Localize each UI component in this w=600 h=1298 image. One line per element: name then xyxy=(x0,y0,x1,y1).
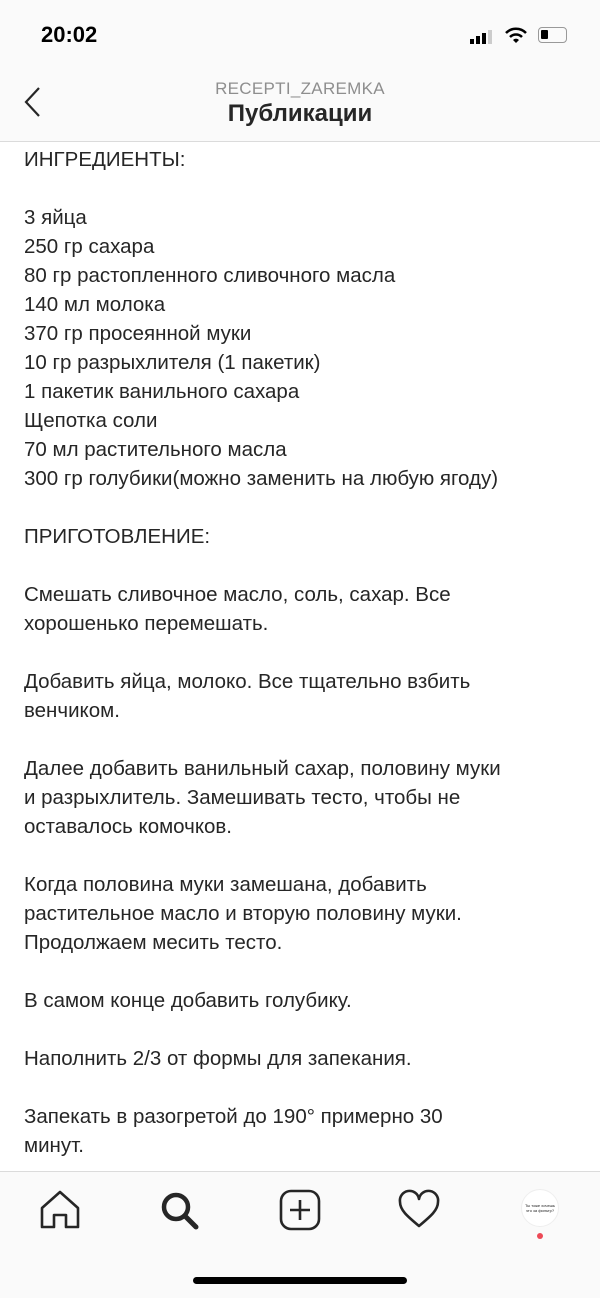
caption-line: растительное масло и вторую половину муки. xyxy=(24,902,462,925)
add-post-icon[interactable] xyxy=(278,1188,322,1232)
caption-line: 140 мл молока xyxy=(24,293,166,316)
caption-line: ПРИГОТОВЛЕНИЕ: xyxy=(24,525,211,548)
notification-dot xyxy=(537,1233,543,1239)
caption-line: 10 гр разрыхлителя (1 пакетик) xyxy=(24,351,321,374)
status-time: 20:02 xyxy=(41,22,98,47)
caption-line xyxy=(24,638,594,667)
caption-line: 250 гр сахара xyxy=(24,235,155,258)
caption-line xyxy=(24,493,594,522)
page-title: Публикации xyxy=(227,100,373,127)
caption-line xyxy=(24,841,594,870)
caption-line: и разрыхлитель. Замешивать тесто, чтобы не xyxy=(24,786,461,809)
caption-line xyxy=(24,1015,594,1044)
username[interactable]: RECEPTI_ZAREMKA xyxy=(215,79,385,98)
caption-line: венчиком. xyxy=(24,699,120,722)
caption-line: Когда половина муки замешана, добавить xyxy=(24,873,427,896)
caption-line: минут. xyxy=(24,1134,84,1157)
status-bar xyxy=(0,0,600,75)
home-indicator[interactable] xyxy=(193,1277,407,1284)
caption-line xyxy=(24,957,594,986)
caption-line: Продолжаем месить тесто. xyxy=(24,931,283,954)
caption-line: 370 гр просеянной муки xyxy=(24,322,252,345)
caption-line: 80 гр растопленного сливочного масла xyxy=(24,264,396,287)
caption-line: 1 пакетик ванильного сахара xyxy=(24,380,300,403)
caption-line xyxy=(24,174,594,203)
caption-line xyxy=(24,725,594,754)
caption-line: В самом конце добавить голубику. xyxy=(24,989,352,1012)
search-icon[interactable] xyxy=(157,1188,201,1232)
caption-line: 70 мл растительного масла xyxy=(24,438,287,461)
caption-line: 300 гр голубики(можно заменить на любую ягоду) xyxy=(24,467,499,490)
wifi-icon xyxy=(505,27,527,44)
caption-line xyxy=(24,1073,594,1102)
caption-line: хорошенько перемешать. xyxy=(24,612,269,635)
profile-avatar[interactable] xyxy=(521,1189,559,1227)
caption-line: Добавить яйца, молоко. Все тщательно взбить xyxy=(24,670,471,693)
caption-line: оставалось комочков. xyxy=(24,815,233,838)
signal-icon xyxy=(470,30,492,44)
caption-line: Щепотка соли xyxy=(24,409,158,432)
activity-heart-icon[interactable] xyxy=(397,1188,441,1232)
caption-line: Запекать в разогретой до 190° примерно 30 xyxy=(24,1105,443,1128)
header xyxy=(0,75,600,142)
post-caption xyxy=(24,145,594,1160)
caption-line: ИНГРЕДИЕНТЫ: xyxy=(24,148,186,171)
caption-line: Смешать сливочное масло, соль, сахар. Все xyxy=(24,583,451,606)
caption-line: Далее добавить ванильный сахар, половину муки xyxy=(24,757,501,780)
caption-line xyxy=(24,551,594,580)
caption-line: Наполнить 2/3 от формы для запекания. xyxy=(24,1047,412,1070)
battery-icon xyxy=(538,27,567,43)
caption-line: 3 яйца xyxy=(24,206,87,229)
home-icon[interactable] xyxy=(38,1188,82,1232)
avatar-text: Ты тоже хочешь что за фильтр? xyxy=(525,1203,555,1213)
